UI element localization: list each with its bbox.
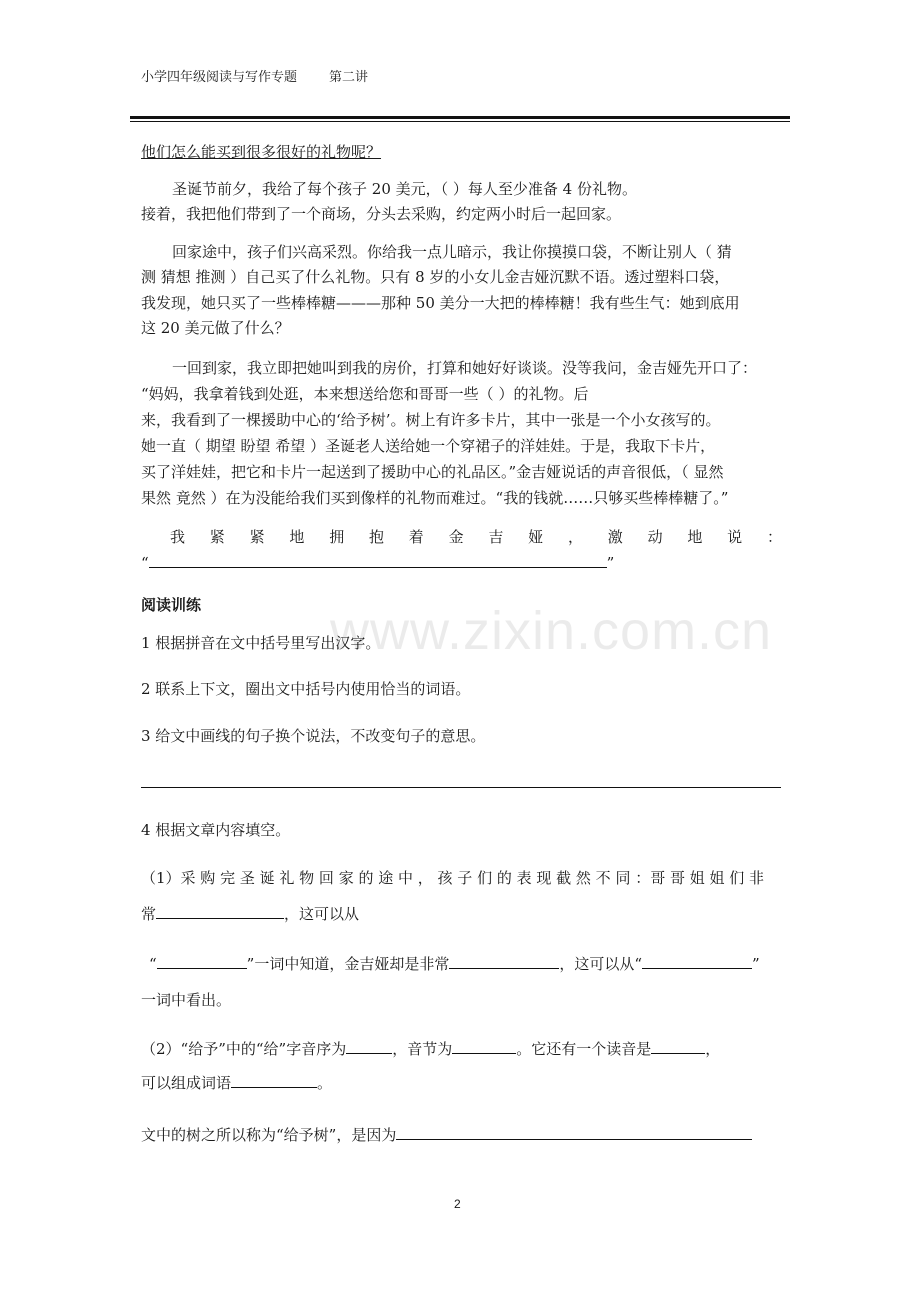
answer-blank[interactable]	[156, 904, 284, 919]
header-lesson: 第二讲	[329, 70, 369, 85]
p4-char: 吉	[488, 528, 504, 546]
answer-blank[interactable]	[642, 954, 752, 969]
q5-text: 文中的树之所以称为“给予树”，是因为	[141, 1126, 397, 1144]
question-1: 1 根据拼音在文中括号里写出汉字。	[141, 634, 381, 652]
p4-char: 着	[408, 528, 424, 546]
q4-1-text: 常	[141, 905, 157, 923]
p4-char: 抱	[368, 528, 384, 546]
answer-blank[interactable]	[651, 1039, 705, 1054]
p1-line2: 接着，我把他们带到了一个商场，分头去采购，约定两小时后一起回家。	[141, 205, 622, 223]
q4-1-text: “	[149, 955, 157, 973]
answer-line-q3[interactable]	[141, 773, 781, 788]
p3-line2	[141, 382, 785, 407]
page-header	[141, 66, 368, 85]
question-4-1-line4: 一词中看出。	[141, 991, 232, 1009]
p4-char: 动	[647, 528, 663, 546]
answer-blank[interactable]	[396, 1125, 752, 1140]
p4-char: 说	[727, 528, 743, 546]
header-rule-thick	[130, 116, 790, 119]
p2-line4: 这 20 美元做了什么？	[141, 319, 290, 337]
p2-line1: 回家途中，孩子们兴高采烈。你给我一点儿暗示，我让你摸摸口袋，不断让别人（ 猜	[172, 243, 732, 261]
p3-line1: 一回到家，我立即把她叫到我的房价，打算和她好好谈谈。没等我问，金吉娅先开口了：	[172, 359, 758, 377]
p3-line3: 来，我看到了一棵援助中心的‘给予树’。树上有许多卡片，其中一张是一个小女孩写的。	[141, 411, 721, 429]
p1-line1	[172, 177, 816, 202]
p1-text-b: （ ）每人至少准备 4 份礼物。	[440, 180, 637, 198]
q4-2-text: 可以组成词语	[141, 1074, 232, 1092]
p3-line5: 买了洋娃娃，把它和卡片一起送到了援助中心的礼品区。”金吉娅说话的声音很低，（ 显然	[141, 463, 724, 481]
p2-line3: 我发现，她只买了一些棒棒糖———那种 50 美分一大把的棒棒糖！我有些生气：她到底用	[141, 294, 740, 312]
header-title: 小学四年级阅读与写作专题	[141, 70, 298, 85]
p4-line1	[170, 525, 782, 550]
question-3: 3 给文中画线的句子换个说法，不改变句子的意思。	[141, 727, 486, 745]
exercise-heading: 阅读训练	[141, 596, 202, 614]
answer-blank[interactable]	[452, 1039, 516, 1054]
p3-text-a: “妈妈，我拿着钱到处逛，本来想送给您和哥哥一些	[141, 385, 479, 403]
q4-2-text: ，	[705, 1040, 721, 1058]
p4-char: 地	[289, 528, 305, 546]
p4-char: 我	[170, 528, 186, 546]
p4-char: ，	[567, 528, 583, 546]
q4-2-text: （2）“给予”中的“给”字音序为	[141, 1040, 347, 1058]
watermark-text: www.zixin.com.cn	[330, 601, 773, 661]
q4-2-text: ，音节为	[392, 1040, 453, 1058]
question-4-1-line3	[141, 952, 785, 977]
question-2: 2 联系上下文，圈出文中括号内使用恰当的词语。	[141, 680, 471, 698]
p4-char: 激	[607, 528, 623, 546]
q4-1-text: ，这可以从“	[559, 955, 643, 973]
question-title: 他们怎么能买到很多很好的礼物呢？	[141, 143, 382, 161]
p4-char: 紧	[209, 528, 225, 546]
answer-blank[interactable]	[449, 954, 559, 969]
p4-char: 地	[687, 528, 703, 546]
p4-line2	[141, 551, 785, 576]
p3-line6: 果然 竟然 ）在为没能给我们买到像样的礼物而难过。“我的钱就……只够买些棒棒糖了。”	[141, 489, 729, 507]
question-4-1-line2	[141, 902, 785, 927]
question-4-1-line1: （1）采 购 完 圣 诞 礼 物 回 家 的 途 中 ， 孩 子 们 的 表 现 截 然 不 同 ：哥 哥 姐 姐 们 非	[141, 869, 765, 887]
q4-2-text: 。它还有一个读音是	[516, 1040, 652, 1058]
p4-close-quote: ”	[606, 554, 615, 572]
question-5	[141, 1123, 785, 1148]
p3-text-b: （ ）的礼物。后	[478, 385, 589, 403]
p3-line4: 她一直（ 期望 盼望 希望 ）圣诞老人送给她一个穿裙子的洋娃娃。于是，我取下卡片，	[141, 437, 716, 455]
answer-blank[interactable]	[346, 1039, 392, 1054]
q4-1-text: ”一词中知道，金吉娅却是非常	[246, 955, 450, 973]
question-4-2-line2	[141, 1071, 785, 1096]
p4-char: 娅	[528, 528, 544, 546]
q4-1-text: ，这可以从	[284, 905, 360, 923]
p4-char: 金	[448, 528, 464, 546]
p4-char: 拥	[329, 528, 345, 546]
p4-open-quote: “	[141, 554, 149, 572]
question-4: 4 根据文章内容填空。	[141, 821, 291, 839]
answer-blank[interactable]	[157, 954, 247, 969]
p4-char: 紧	[249, 528, 265, 546]
p2-line2: 测 猜想 推测 ）自己买了什么礼物。只有 8 岁的小女儿金吉娅沉默不语。透过塑料口袋，	[141, 268, 730, 286]
question-4-2-line1	[141, 1037, 785, 1062]
q4-1-text: ”	[752, 955, 760, 973]
answer-blank[interactable]	[231, 1073, 317, 1088]
answer-blank-p4[interactable]	[149, 553, 607, 568]
header-rule-thin	[130, 121, 790, 122]
q4-2-text: 。	[317, 1074, 333, 1092]
page-number: 2	[454, 1197, 461, 1211]
p1-text-a: 圣诞节前夕，我给了每个孩子 20 美元，	[172, 180, 441, 198]
p4-char: ：	[766, 528, 782, 546]
